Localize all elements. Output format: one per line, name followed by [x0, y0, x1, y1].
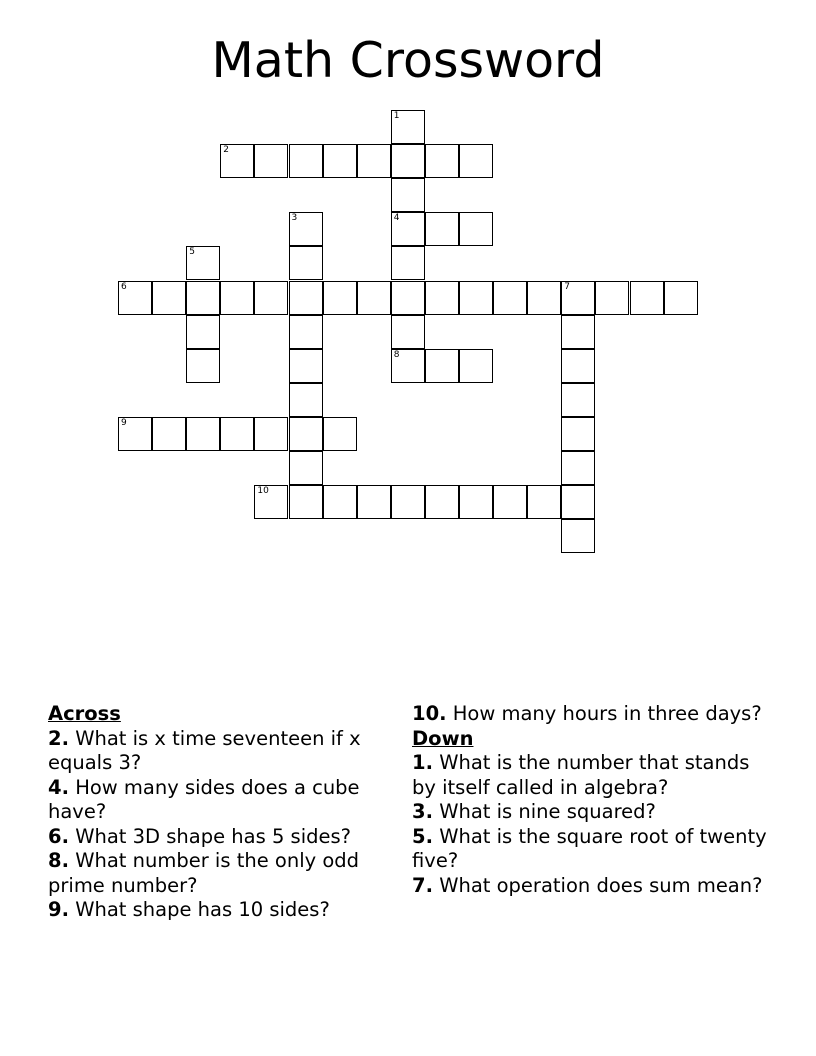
- grid-cell[interactable]: [561, 417, 595, 451]
- grid-cell[interactable]: [289, 451, 323, 485]
- grid-cell[interactable]: [220, 281, 254, 315]
- grid-cell[interactable]: [118, 281, 152, 315]
- grid-cell[interactable]: [425, 212, 459, 246]
- grid-cell[interactable]: [289, 417, 323, 451]
- clue-across-2: 2. What is x time seventeen if x equals 3?: [48, 726, 361, 774]
- clue-number: 7: [564, 281, 571, 292]
- grid-cell[interactable]: [595, 281, 629, 315]
- grid-cell[interactable]: [561, 281, 595, 315]
- page-title: Math Crossword: [211, 32, 605, 89]
- grid-cell[interactable]: [561, 451, 595, 485]
- clue-number: 4: [393, 213, 400, 224]
- clue-across-9: 9. What shape has 10 sides?: [48, 898, 330, 921]
- grid-cell[interactable]: [186, 349, 220, 383]
- clue-across-10: 10. How many hours in three days?: [412, 702, 762, 725]
- grid-cell[interactable]: [561, 349, 595, 383]
- grid-cell[interactable]: [323, 417, 357, 451]
- grid-cell[interactable]: [186, 315, 220, 349]
- grid-cell[interactable]: [527, 281, 561, 315]
- clue-down-1: 1. What is the number that stands by itself called in algebra?: [412, 751, 750, 799]
- grid-cell[interactable]: [459, 212, 493, 246]
- grid-cell[interactable]: [357, 281, 391, 315]
- grid-cell[interactable]: [459, 349, 493, 383]
- clue-across-4: 4. How many sides does a cube have?: [48, 775, 360, 823]
- grid-cell[interactable]: [664, 281, 698, 315]
- grid-cell[interactable]: [425, 349, 459, 383]
- clue-number: 3: [291, 213, 298, 224]
- grid-cell[interactable]: [391, 281, 425, 315]
- grid-cell[interactable]: [323, 485, 357, 519]
- clue-number: 1: [393, 111, 400, 121]
- grid-cell[interactable]: [254, 144, 288, 178]
- grid-cell[interactable]: [323, 281, 357, 315]
- clue-across-8: 8. What number is the only odd prime number?: [48, 849, 360, 897]
- clue-down-7: 7. What operation does sum mean?: [412, 873, 763, 897]
- grid-cell[interactable]: [425, 485, 459, 519]
- clue-down-5: 5. What is the square root of twenty five?: [412, 824, 767, 872]
- grid-cell[interactable]: [391, 315, 425, 349]
- grid-cell[interactable]: [425, 281, 459, 315]
- grid-cell[interactable]: [459, 281, 493, 315]
- grid-cell[interactable]: [561, 485, 595, 519]
- grid-cell[interactable]: [459, 144, 493, 178]
- grid-cell[interactable]: [459, 485, 493, 519]
- grid-cell[interactable]: [186, 281, 220, 315]
- grid-cell[interactable]: [425, 144, 459, 178]
- grid-cell[interactable]: [289, 315, 323, 349]
- down-heading: Down: [412, 726, 474, 750]
- grid-cell[interactable]: [493, 281, 527, 315]
- grid-cell[interactable]: [561, 315, 595, 349]
- grid-cell[interactable]: [391, 485, 425, 519]
- clues-left-column: [48, 702, 393, 923]
- clue-number: 2: [223, 145, 230, 156]
- grid-cell[interactable]: [561, 519, 595, 553]
- grid-cell[interactable]: [630, 281, 664, 315]
- grid-cell[interactable]: [289, 246, 323, 280]
- grid-cell[interactable]: [289, 383, 323, 417]
- clue-across-6: 6. What 3D shape has 5 sides?: [48, 824, 352, 848]
- grid-cell[interactable]: [289, 349, 323, 383]
- grid-cell[interactable]: [323, 144, 357, 178]
- grid-cell[interactable]: [289, 144, 323, 178]
- grid-cell[interactable]: [186, 246, 220, 280]
- clue-down-3: 3. What is nine squared?: [412, 800, 656, 823]
- grid-cell[interactable]: [391, 110, 425, 144]
- grid-cell[interactable]: [391, 349, 425, 383]
- grid-cell[interactable]: [289, 212, 323, 246]
- grid-cell[interactable]: [118, 417, 152, 451]
- grid-cell[interactable]: [357, 485, 391, 519]
- grid-cell[interactable]: [527, 485, 561, 519]
- grid-cell[interactable]: [186, 417, 220, 451]
- clue-number: 5: [189, 247, 195, 258]
- grid-cell[interactable]: [357, 144, 391, 178]
- grid-cell[interactable]: [152, 281, 186, 315]
- grid-cell[interactable]: [561, 383, 595, 417]
- across-heading: Across: [48, 702, 121, 725]
- clue-number: 10: [257, 486, 269, 497]
- grid-cell[interactable]: [289, 281, 323, 315]
- grid-cell[interactable]: [391, 246, 425, 280]
- grid-cell[interactable]: [254, 417, 288, 451]
- clues-right-column: [412, 702, 777, 898]
- clue-number: 8: [393, 349, 400, 360]
- clue-number: 9: [121, 417, 127, 428]
- grid-cell[interactable]: [254, 485, 288, 519]
- grid-cell[interactable]: [391, 212, 425, 246]
- grid-cell[interactable]: [220, 144, 254, 178]
- grid-cell[interactable]: [493, 485, 527, 519]
- grid-cell[interactable]: [289, 485, 323, 519]
- grid-cell[interactable]: [152, 417, 186, 451]
- grid-cell[interactable]: [220, 417, 254, 451]
- grid-cell[interactable]: [391, 178, 425, 212]
- grid-cell[interactable]: [254, 281, 288, 315]
- grid-cell[interactable]: [391, 144, 425, 178]
- clue-number: 6: [121, 281, 127, 292]
